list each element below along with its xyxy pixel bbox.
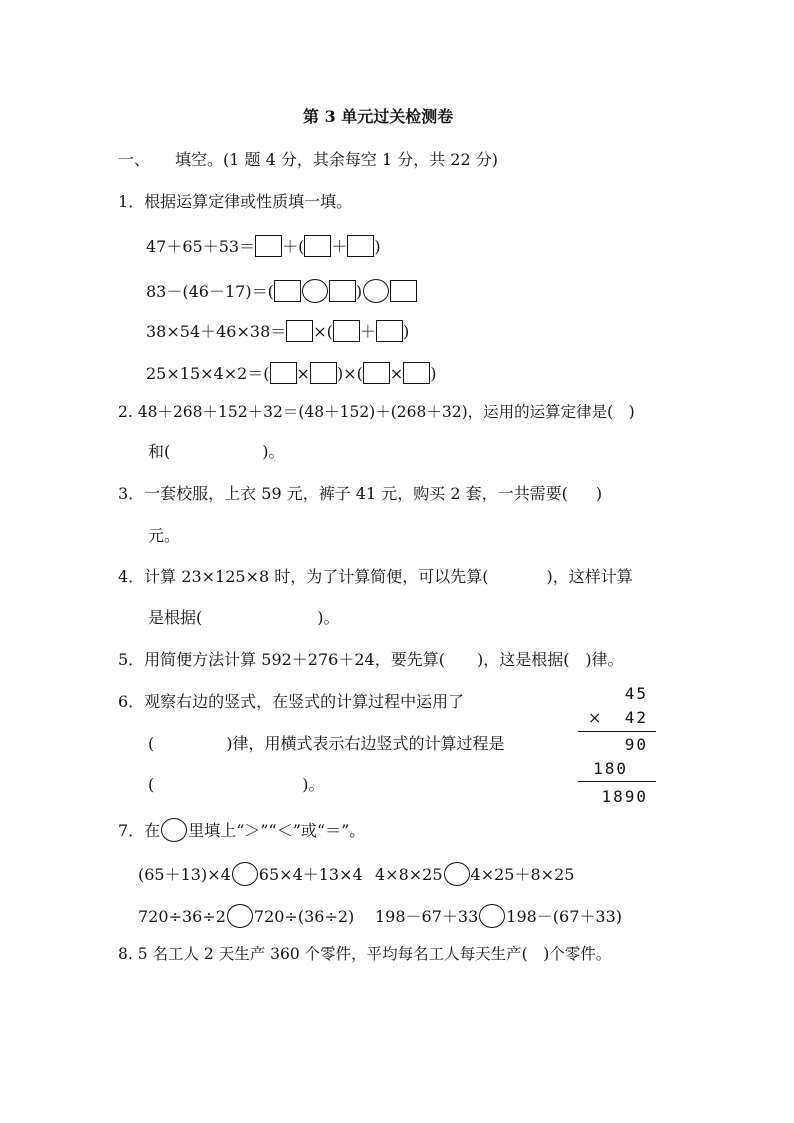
q6-text: )律，用横式表示右边竖式的计算过程是 [226, 734, 505, 753]
multiplicand: 45 [624, 684, 648, 703]
compare-right: 720÷(36÷2) [253, 907, 355, 926]
operator-circle[interactable] [363, 279, 389, 303]
paren: ) [355, 282, 363, 301]
q4-open: 是根据( [148, 608, 203, 627]
times-sign: × [588, 708, 602, 727]
q7-text-b: 里填上“＞”“＜”或“＝”。 [188, 821, 366, 840]
answer-box[interactable] [274, 280, 301, 302]
paren: ) [402, 322, 410, 341]
section-heading: 填空。(1 题 4 分，其余每空 1 分，共 22 分) [175, 150, 498, 169]
answer-box[interactable] [376, 320, 403, 342]
answer-box[interactable] [403, 362, 430, 384]
q2-open: 和( [148, 442, 171, 461]
q3-line2: 元。 [148, 526, 181, 545]
compare-circle-icon [161, 818, 187, 842]
compare-right: 65×4＋13×4 [258, 865, 363, 884]
q1-row1 [146, 235, 381, 257]
operator-circle[interactable] [302, 279, 328, 303]
q1-row3-left: 38×54＋46×38＝ [146, 322, 287, 341]
answer-box[interactable] [333, 320, 360, 342]
answer-box[interactable] [347, 235, 374, 257]
q4-text-end: )，这样计算 [546, 567, 633, 586]
answer-box[interactable] [390, 280, 417, 302]
compare-circle[interactable] [227, 904, 253, 928]
q7-compare-3 [138, 904, 354, 928]
q6-line1: 6．观察右边的竖式，在竖式的计算过程中运用了 [118, 692, 465, 711]
q6-open: ( [148, 734, 155, 753]
q6-line2 [148, 734, 505, 754]
q6-line3 [148, 775, 325, 795]
q1-row2-left: 83－(46－17)＝( [146, 282, 274, 301]
q2-close: )。 [262, 442, 285, 461]
compare-circle[interactable] [479, 904, 505, 928]
compare-left: 720÷36÷2 [138, 907, 226, 926]
result: 1890 [601, 787, 648, 806]
q1-row4 [146, 362, 437, 384]
divider-line [578, 781, 656, 782]
divider-line [578, 731, 656, 732]
answer-box[interactable] [286, 320, 313, 342]
compare-left: 198－67＋33 [375, 907, 479, 926]
times-sign: × [343, 364, 357, 383]
times-sign: × [389, 364, 404, 383]
q8-text: 8. 5 名工人 2 天生产 360 个零件，平均每名工人每天生产( )个零件。 [118, 945, 612, 963]
compare-left: 4×8×25 [375, 865, 443, 884]
compare-right: 4×25＋8×25 [470, 865, 575, 884]
compare-circle[interactable] [232, 862, 258, 886]
paren: ) [336, 364, 344, 383]
q1-row1-left: 47＋65＋53＝ [146, 237, 256, 256]
plus-sign: ＋ [359, 322, 376, 341]
section-number: 一、 [118, 150, 151, 169]
paren: ) [430, 364, 437, 383]
compare-right: 198－(67＋33) [506, 907, 623, 926]
answer-box[interactable] [310, 362, 337, 384]
paren: ) [374, 237, 381, 256]
answer-box[interactable] [363, 362, 390, 384]
times-sign: × [296, 364, 310, 383]
q3-close: ) [595, 484, 603, 503]
plus-sign: ＋ [282, 237, 299, 256]
q1-row3 [146, 320, 409, 342]
partial-product-1: 90 [624, 735, 648, 754]
answer-box[interactable] [329, 280, 356, 302]
paren: ( [356, 364, 363, 383]
partial-product-2: 180 [593, 759, 628, 778]
compare-circle[interactable] [444, 862, 470, 886]
q7-compare-2 [375, 862, 574, 886]
q6-close2: )。 [302, 775, 325, 794]
q7-stem [118, 818, 365, 842]
q7-text-a: 7．在 [118, 821, 161, 840]
q4-line1 [118, 567, 633, 587]
paren: ( [326, 322, 333, 341]
compare-left: (65＋13)×4 [138, 865, 231, 884]
q4-close: )。 [317, 608, 340, 627]
q2-line1: 2. 48＋268＋152＋32＝(48＋152)＋(268＋32)，运用的运算定律是( ) [118, 403, 635, 421]
q7-compare-4 [375, 904, 622, 928]
answer-box[interactable] [255, 235, 282, 257]
q1-row4-left: 25×15×4×2＝( [146, 364, 270, 383]
plus-sign: ＋ [331, 237, 348, 256]
answer-box[interactable] [270, 362, 297, 384]
page-title: 第 3 单元过关检测卷 [303, 107, 454, 126]
q7-compare-1 [138, 862, 363, 886]
answer-box[interactable] [304, 235, 331, 257]
q3-text: 3．一套校服，上衣 59 元，裤子 41 元，购买 2 套，一共需要( [118, 484, 568, 503]
times-sign: × [313, 322, 327, 341]
q3-line1 [118, 484, 602, 504]
paren: ( [298, 237, 305, 256]
q1-row2 [146, 279, 417, 303]
q5-text: 5．用简便方法计算 592＋276＋24，要先算( )，这是根据( )律。 [118, 650, 624, 669]
q2-line2 [148, 442, 285, 462]
q1-stem: 1．根据运算定律或性质填一填。 [118, 192, 353, 211]
q4-text: 4．计算 23×125×8 时，为了计算简便，可以先算( [118, 567, 489, 586]
multiplier: 42 [624, 708, 648, 727]
q4-line2 [148, 608, 340, 628]
q6-open2: ( [148, 775, 155, 794]
